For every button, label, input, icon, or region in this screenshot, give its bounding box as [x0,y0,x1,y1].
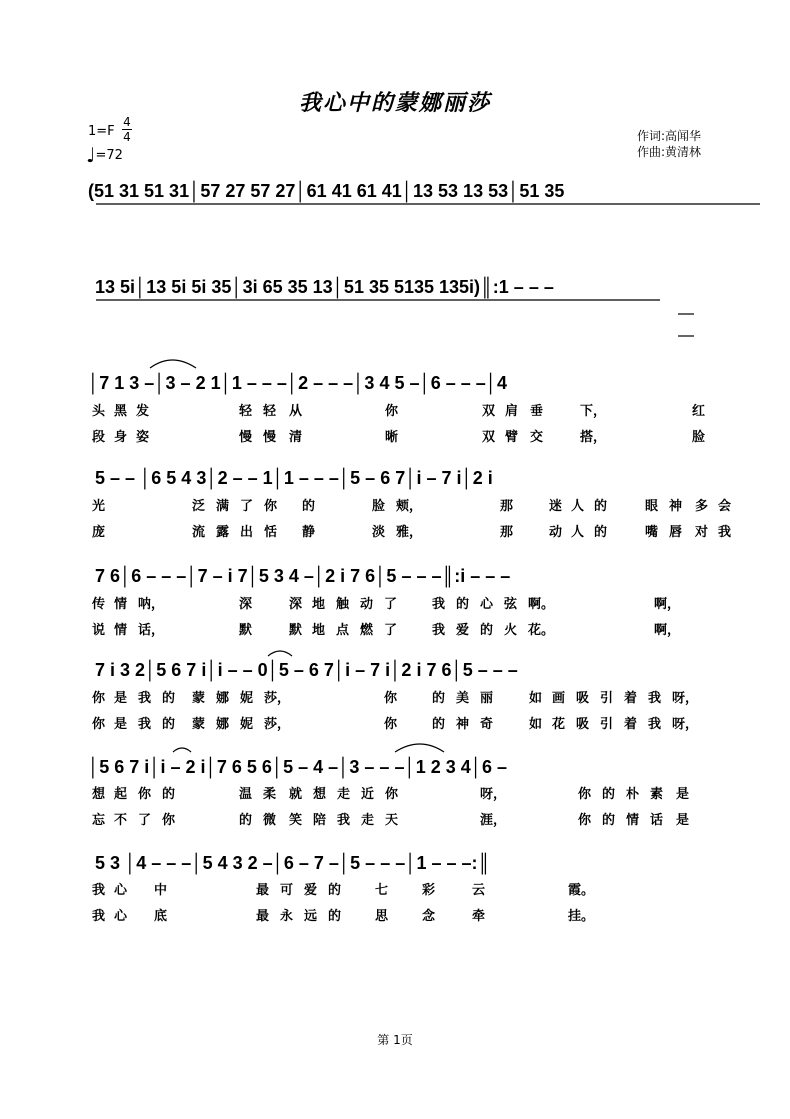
lyric: 我 [138,717,152,732]
lyric: 是 [114,691,128,706]
lyric: 地 [312,623,326,638]
lyric: 情 [114,623,128,638]
lyric: 说 [92,623,106,638]
lyric: 呀， [672,691,699,706]
lyric: 火 [504,623,518,638]
lyric: 对 [695,525,709,540]
lyric: 陪 [313,813,327,828]
lyric: 蒙 [192,691,206,706]
lyric: 的 [480,623,494,638]
intro-notes-2: 13 5i│13 5i 5i 35│3i 65 35 13│51 35 5135 135i)║:1 – – – [95,277,554,297]
lyric: 天 [385,813,399,828]
lyric: 爱 [304,883,318,898]
slur-mark [395,744,444,752]
notes-line-6: 5 3 │4 – – –│5 4 3 2 –│6 – 7 –│5 – – –│1 – – –:║ [95,853,491,873]
lyric: 清 [289,430,303,445]
lyric: 美 [456,691,470,706]
lyric: 晰 [385,430,399,445]
lyric: 双 [482,404,496,419]
lyric: 笑 [289,813,303,828]
lyric: 唇 [669,525,683,540]
lyric: 微 [263,813,277,828]
notes-line-3: 7 6│6 – – –│7 – i 7│5 3 4 –│2 i 7 6│5 – – –║:i – – – [95,566,511,586]
time-signature-bottom: 4 [123,130,131,144]
lyric: 近 [361,787,375,802]
lyric: 彩 [422,883,436,898]
lyric: 轻 [263,404,277,419]
lyric: 姿 [136,430,150,445]
lyric: 话 [650,813,664,828]
lyric: 素 [650,787,664,802]
lyric: 那 [500,499,514,514]
lyric: 淡 [372,525,386,540]
lyric: 慢 [239,430,253,445]
lyric: 着 [624,691,638,706]
lyric: 光 [92,499,106,514]
lyric: 云 [472,883,486,898]
lyric: 交 [530,430,544,445]
lyric: 的 [239,813,253,828]
lyric: 红 [692,404,706,419]
lyric: 了 [240,499,254,514]
lyric: 深 [289,597,303,612]
lyric: 神 [456,717,470,732]
lyric: 了 [384,597,398,612]
lyric: 的 [162,717,176,732]
lyric: 莎， [264,691,291,706]
lyric: 庞 [92,525,106,540]
lyric: 默 [239,623,253,638]
lyric: 轻 [239,404,253,419]
lyric: 想 [92,787,106,802]
lyric: 啊， [654,597,681,612]
lyric: 起 [114,787,128,802]
lyric: 忘 [92,813,106,828]
lyric: 人 [571,525,585,540]
lyric: 你 [92,717,106,732]
lyric: 从 [289,404,303,419]
lyric: 我 [92,909,106,924]
lyric: 思 [375,909,389,924]
lyric: 我 [432,597,446,612]
lyric: 的 [602,787,616,802]
lyric: 我 [718,525,732,540]
lyric: 你 [385,404,399,419]
lyric: 默 [289,623,303,638]
lyric: 是 [676,787,690,802]
lyric: 会 [718,499,732,514]
lyric: 传 [92,597,106,612]
lyric: 啊。 [528,597,555,612]
composer: 作曲:黄清林 [637,145,702,159]
lyric: 心 [480,597,494,612]
lyric: 的 [328,909,342,924]
lyric: 心 [114,883,128,898]
lyric: 可 [280,883,294,898]
notes-line-2: 5 – – │6 5 4 3│2 – – 1│1 – – –│5 – 6 7│i – 7 i│2 i [95,468,493,488]
lyric: 走 [361,813,375,828]
lyric: 吸 [576,717,590,732]
lyric: 你 [385,787,399,802]
lyric: 恬 [264,525,278,540]
lyric: 的 [594,499,608,514]
lyric: 出 [240,525,254,540]
lyric: 动 [549,525,563,540]
lyric: 的 [432,717,446,732]
lyric: 是 [114,717,128,732]
lyric: 燃 [360,623,374,638]
lyric: 你 [92,691,106,706]
lyric: 你 [384,691,398,706]
lyric: 妮 [240,691,254,706]
lyric: 底 [154,909,168,924]
quarter-note-icon: ♩ [86,143,96,167]
lyric: 蒙 [192,717,206,732]
lyric: 温 [239,787,253,802]
lyric: 话， [138,623,165,638]
lyric: 情 [626,813,640,828]
lyric: 呀， [480,787,507,802]
key-signature: 1=F [88,124,115,139]
lyric: 不 [114,813,128,828]
lyric: 静 [302,525,316,540]
lyric: 引 [600,717,614,732]
lyric: 你 [578,787,592,802]
lyric: 脸 [692,430,706,445]
lyric: 着 [624,717,638,732]
page-number: 第 1页 [377,1033,413,1047]
lyric: 走 [337,787,351,802]
lyric: 泛 [192,499,206,514]
lyric: 奇 [480,717,494,732]
lyric: 就 [289,787,303,802]
lyric: 呀， [672,717,699,732]
time-signature-top: 4 [123,115,131,129]
lyric: 你 [578,813,592,828]
lyric: 如 [529,691,543,706]
lyric: 肩 [505,404,519,419]
lyric: 丽 [480,691,494,706]
lyric: 柔 [263,787,277,802]
lyric: 了 [138,813,152,828]
lyric: 双 [482,430,496,445]
lyric: 嘴 [645,525,659,540]
lyric: 了 [384,623,398,638]
lyric: 啊， [654,623,681,638]
lyric: 娜 [216,717,230,732]
lyric: 的 [602,813,616,828]
lyric: 地 [312,597,326,612]
lyric: 的 [328,883,342,898]
lyric: 远 [304,909,318,924]
lyric: 慢 [263,430,277,445]
lyric: 多 [695,499,709,514]
lyric: 我 [648,691,662,706]
lyric: 牵 [472,909,486,924]
lyric: 迷 [549,499,563,514]
slur-mark [173,748,191,752]
lyric: 引 [600,691,614,706]
lyric: 你 [384,717,398,732]
lyric: 娜 [216,691,230,706]
notes-line-4: 7 i 3 2│5 6 7 i│i – – 0│5 – 6 7│i – 7 i│2 i 7 6│5 – – – [95,660,518,680]
lyric: 是 [676,813,690,828]
lyric: 你 [264,499,278,514]
lyric: 发 [136,404,150,419]
slur-mark [268,651,292,656]
lyric: 永 [280,909,294,924]
lyric: 身 [114,430,128,445]
lyric: 你 [162,813,176,828]
lyricist: 作词:高闻华 [637,129,702,143]
lyric: 霞。 [568,883,595,898]
lyric: 露 [216,525,230,540]
lyric: 的 [162,691,176,706]
lyric: 最 [256,909,270,924]
lyric: 如 [529,717,543,732]
lyric: 臂 [505,430,519,445]
lyric: 雅， [396,525,423,540]
lyric: 满 [216,499,230,514]
lyric: 黑 [114,404,128,419]
lyric: 颊， [396,499,423,514]
lyric: 的 [162,787,176,802]
lyric: 呐， [138,597,165,612]
lyric: 朴 [626,787,640,802]
lyric: 吸 [576,691,590,706]
lyric: 涯， [480,813,507,828]
lyric: 花 [552,717,566,732]
lyric: 心 [114,909,128,924]
lyric: 动 [360,597,374,612]
lyric: 触 [336,597,350,612]
lyric: 的 [456,597,470,612]
lyric: 人 [571,499,585,514]
lyric: 七 [375,883,389,898]
lyric: 我 [138,691,152,706]
lyric: 头 [92,404,106,419]
lyric: 弦 [504,597,518,612]
lyric: 我 [92,883,106,898]
lyric: 想 [313,787,327,802]
lyric: 神 [669,499,683,514]
lyric: 我 [432,623,446,638]
lyric: 垂 [530,404,544,419]
lyric: 最 [256,883,270,898]
notes-line-1: │7 1 3 –│3 – 2 1│1 – – –│2 – – –│3 4 5 –│6 – – –│4 [88,373,508,393]
lyric: 下， [580,404,607,419]
lyric: 深 [239,597,253,612]
lyric: 搭， [580,430,607,445]
lyric: 你 [138,787,152,802]
lyric: 那 [500,525,514,540]
lyric: 的 [302,499,316,514]
song-title: 我心中的蒙娜丽莎 [298,91,491,116]
lyric: 段 [92,430,106,445]
lyric: 的 [594,525,608,540]
lyric: 念 [422,909,436,924]
lyric: 中 [154,883,168,898]
lyric: 莎， [264,717,291,732]
lyric: 妮 [240,717,254,732]
lyric: 我 [337,813,351,828]
lyric: 点 [336,623,350,638]
tempo-value: =72 [95,148,123,163]
lyric: 情 [114,597,128,612]
lyric: 花。 [528,623,555,638]
lyric: 眼 [645,499,659,514]
lyric: 画 [552,691,566,706]
intro-notes-1: (51 31 51 31│57 27 57 27│61 41 61 41│13 53 13 53│51 35 [88,181,565,201]
lyric: 挂。 [568,909,595,924]
notes-line-5: │5 6 7 i│i – 2 i│7 6 5 6│5 – 4 –│3 – – –│1 2 3 4│6 – [88,757,508,777]
slur-mark [150,360,196,368]
lyric: 流 [192,525,206,540]
lyric: 脸 [372,499,386,514]
lyric: 我 [648,717,662,732]
lyric: 的 [432,691,446,706]
lyric: 爱 [456,623,470,638]
